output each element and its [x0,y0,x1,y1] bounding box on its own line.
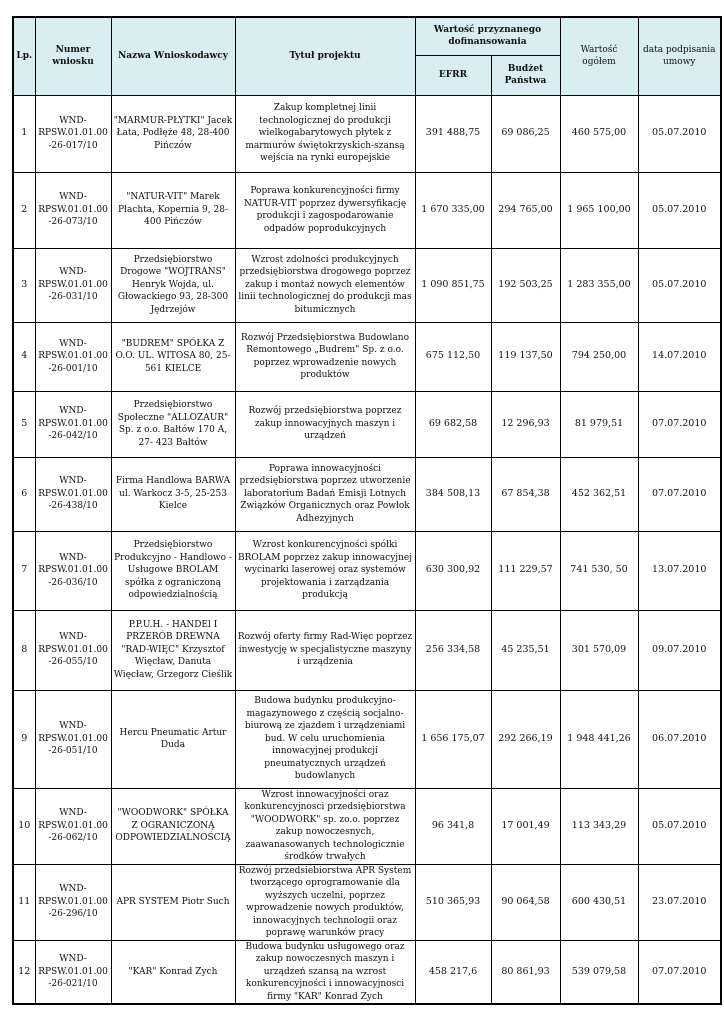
cell-numer: WND-RPSW.01.01.00-26-055/10 [35,610,111,690]
cell-data: 05.07.2010 [638,95,721,172]
cell-ogolem: 1 965 100,00 [560,172,638,248]
cell-numer: WND-RPSW.01.01.00-26-031/10 [35,248,111,322]
cell-tytul: Wzrost innowacyjności oraz konkurencyjnosci przedsiębiorstwa "WOODWORK" sp. zo.o. poprzez zakup nowoczesnych, zaawanasowanych technologicznie środków trwałych [235,788,415,864]
cell-lp: 11 [13,864,35,940]
cell-efrr: 458 217,6 [415,940,491,1004]
table-row [13,690,721,788]
header-wartosc-przyznanego: Wartość przyznanego dofinansowania [415,17,560,55]
cell-budzet: 17 001,49 [491,788,560,864]
cell-budzet: 69 086,25 [491,95,560,172]
cell-data: 05.07.2010 [638,788,721,864]
cell-efrr: 675 112,50 [415,322,491,391]
cell-nazwa: Hercu Pneumatic Artur Duda [111,690,235,788]
header-lp: Lp. [13,17,35,95]
header-tytul: Tytuł projektu [235,17,415,95]
cell-ogolem: 539 079,58 [560,940,638,1004]
cell-tytul: Poprawa konkurencyjności firmy NATUR-VIT poprzez dywersyfikację produkcji i zagospodarowanie odpadów poprodukcyjnych [235,172,415,248]
cell-ogolem: 301 570,09 [560,610,638,690]
table-row [13,457,721,531]
cell-nazwa: P.P.U.H. - HANDEl I PRZERÓB DREWNA "RAD-WIĘC" Krzysztof Więcław, Danuta Więcław, Grzegorz Cieślik [111,610,235,690]
cell-numer: WND-RPSW.01.01.00 -26-021/10 [35,940,111,1004]
cell-efrr: 1 656 175,07 [415,690,491,788]
cell-nazwa: "KAR" Konrad Zych [111,940,235,1004]
cell-numer: WND-RPSW.01.01.00-26-438/10 [35,457,111,531]
cell-lp: 3 [13,248,35,322]
cell-nazwa: Przedsiębiorstwo Społeczne "ALLOZAUR" Sp. z o.o. Bałtów 170 A, 27- 423 Bałtów [111,391,235,457]
cell-lp: 8 [13,610,35,690]
cell-data: 14.07.2010 [638,322,721,391]
cell-efrr: 630 300,92 [415,531,491,610]
cell-budzet: 80 861,93 [491,940,560,1004]
cell-nazwa: Przedsiębiorstwo Produkcyjno - Handlowo - Usługowe BROLAM spółka z ograniczoną odpowiedzialnością [111,531,235,610]
cell-tytul: Poprawa innowacyjności przedsiębiorstwa poprzez utworzenie laboratorium Badań Emisji Lotnych Związków Organicznych oraz Powłok Adhezyjnych [235,457,415,531]
cell-tytul: Rozwój przedsiębiorstwa poprzez zakup innowacyjnych maszyn i urządzeń [235,391,415,457]
cell-tytul: Wzrost konkurencyjności spółki BROLAM poprzez zakup innowacyjnej wycinarki laserowej oraz systemów projektowania i zarządzania produkcją [235,531,415,610]
table-row [13,322,721,391]
header-efrr: EFRR [415,55,491,95]
cell-ogolem: 81 979,51 [560,391,638,457]
table-row [13,248,721,322]
cell-ogolem: 794 250,00 [560,322,638,391]
cell-data: 23.07.2010 [638,864,721,940]
cell-tytul: Wzrost zdolności produkcyjnych przedsiębiorstwa drogowego poprzez zakup i montaż nowych elementów linii technologicznej do produkcji mas bitumicznych [235,248,415,322]
header-numer: Numer wniosku [35,17,111,95]
cell-numer: WND-RPSW.01.01.00-26-062/10 [35,788,111,864]
cell-numer: WND-RPSW.01.01.00-26-017/10 [35,95,111,172]
cell-ogolem: 1 283 355,00 [560,248,638,322]
cell-numer: WND-RPSW.01.01.00-26-073/10 [35,172,111,248]
cell-efrr: 510 365,93 [415,864,491,940]
cell-lp: 10 [13,788,35,864]
table-row [13,788,721,864]
cell-lp: 1 [13,95,35,172]
table-row [13,610,721,690]
cell-data: 06.07.2010 [638,690,721,788]
cell-data: 13.07.2010 [638,531,721,610]
cell-lp: 9 [13,690,35,788]
cell-tytul: Rozwój przedsiebiorstwa APR System tworzącego oprogramowanie dla wyższych uczelni, poprzez wprowadzenie nowych produktów, innowacyjnych technologii oraz poprawę warunków pracy [235,864,415,940]
funding-table [12,16,722,1005]
cell-efrr: 384 508,13 [415,457,491,531]
header-budzet: Budżet Państwa [491,55,560,95]
cell-lp: 12 [13,940,35,1004]
cell-budzet: 67 854,38 [491,457,560,531]
cell-tytul: Zakup kompletnej linii technologicznej do produkcji wielkogabarytowych płytek z marmurów świętokrzyskich-szansą wejścia na rynki europejskie [235,95,415,172]
cell-ogolem: 1 948 441,26 [560,690,638,788]
table-row [13,940,721,1004]
cell-efrr: 391 488,75 [415,95,491,172]
cell-data: 05.07.2010 [638,172,721,248]
cell-tytul: Budowa budynku usługowego oraz zakup nowoczesnych maszyn i urządzeń szansą na wzrost konkurencyjności i innowacyjnosci firmy "KAR" Konrad Zych [235,940,415,1004]
cell-ogolem: 600 430,51 [560,864,638,940]
cell-nazwa: "WOODWORK" SPÓŁKA Z OGRANICZONĄ ODPOWIEDZIALNOŚCIĄ [111,788,235,864]
cell-budzet: 292 266,19 [491,690,560,788]
cell-tytul: Budowa budynku produkcyjno-magazynowego z częścią socjalno-biurową ze zjazdem i urządzeniami bud. W celu uruchomienia innowacyjnej produkcji pneumatycznych urządzeń budowlanych [235,690,415,788]
cell-ogolem: 460 575,00 [560,95,638,172]
table-row [13,95,721,172]
cell-efrr: 69 682,58 [415,391,491,457]
table-row [13,864,721,940]
cell-nazwa: "NATUR-VIT" Marek Płachta, Kopernia 9, 28-400 Pińczów [111,172,235,248]
cell-data: 05.07.2010 [638,248,721,322]
cell-efrr: 256 334,58 [415,610,491,690]
cell-budzet: 119 137,50 [491,322,560,391]
cell-budzet: 111 229,57 [491,531,560,610]
table-row [13,391,721,457]
cell-numer: WND-RPSW.01.01.00-26-042/10 [35,391,111,457]
cell-numer: WND-RPSW.01.01.00-26-001/10 [35,322,111,391]
table-body [13,95,721,1004]
cell-budzet: 90 064,58 [491,864,560,940]
cell-nazwa: Firma Handlowa BARWA ul. Warkocz 3-5, 25-253 Kielce [111,457,235,531]
table-row [13,531,721,610]
cell-nazwa: "MARMUR-PŁYTKI" Jacek Łata, Podłęże 48, 28-400 Pińczów [111,95,235,172]
cell-data: 07.07.2010 [638,940,721,1004]
cell-lp: 4 [13,322,35,391]
cell-tytul: Rozwój oferty firmy Rad-Więc poprzez inwestycję w specjalistyczne maszyny i urządzenia [235,610,415,690]
cell-lp: 5 [13,391,35,457]
cell-lp: 7 [13,531,35,610]
cell-data: 07.07.2010 [638,457,721,531]
header-wartosc-ogolem: Wartość ogółem [560,17,638,95]
cell-numer: WND-RPSW.01.01.00-26-051/10 [35,690,111,788]
cell-ogolem: 452 362,51 [560,457,638,531]
cell-ogolem: 741 530, 50 [560,531,638,610]
cell-tytul: Rozwój Przedsiębiorstwa Budowlano Remontowego „Budrem" Sp. z o.o. poprzez wprowadzenie nowych produktów [235,322,415,391]
cell-budzet: 12 296,93 [491,391,560,457]
cell-lp: 2 [13,172,35,248]
cell-efrr: 1 670 335,00 [415,172,491,248]
header-nazwa: Nazwa Wnioskodawcy [111,17,235,95]
cell-nazwa: "BUDREM" SPÓŁKA Z O.O. UL. WITOSA 80, 25-561 KIELCE [111,322,235,391]
cell-nazwa: APR SYSTEM Piotr Such [111,864,235,940]
cell-nazwa: Przedsiębiorstwo Drogowe "WOJTRANS" Henryk Wojda, ul. Głowackiego 93, 28-300 Jędrzejów [111,248,235,322]
cell-budzet: 294 765,00 [491,172,560,248]
table-row [13,172,721,248]
cell-data: 07.07.2010 [638,391,721,457]
cell-efrr: 96 341,8 [415,788,491,864]
cell-numer: WND-RPSW.01.01.00-26-036/10 [35,531,111,610]
cell-efrr: 1 090 851,75 [415,248,491,322]
header-data-podpisania: data podpisania umowy [638,17,721,95]
cell-data: 09.07.2010 [638,610,721,690]
cell-budzet: 192 503,25 [491,248,560,322]
cell-budzet: 45 235,51 [491,610,560,690]
cell-numer: WND-RPSW.01.01.00-26-296/10 [35,864,111,940]
cell-lp: 6 [13,457,35,531]
document-page [12,16,720,1005]
cell-ogolem: 113 343,29 [560,788,638,864]
